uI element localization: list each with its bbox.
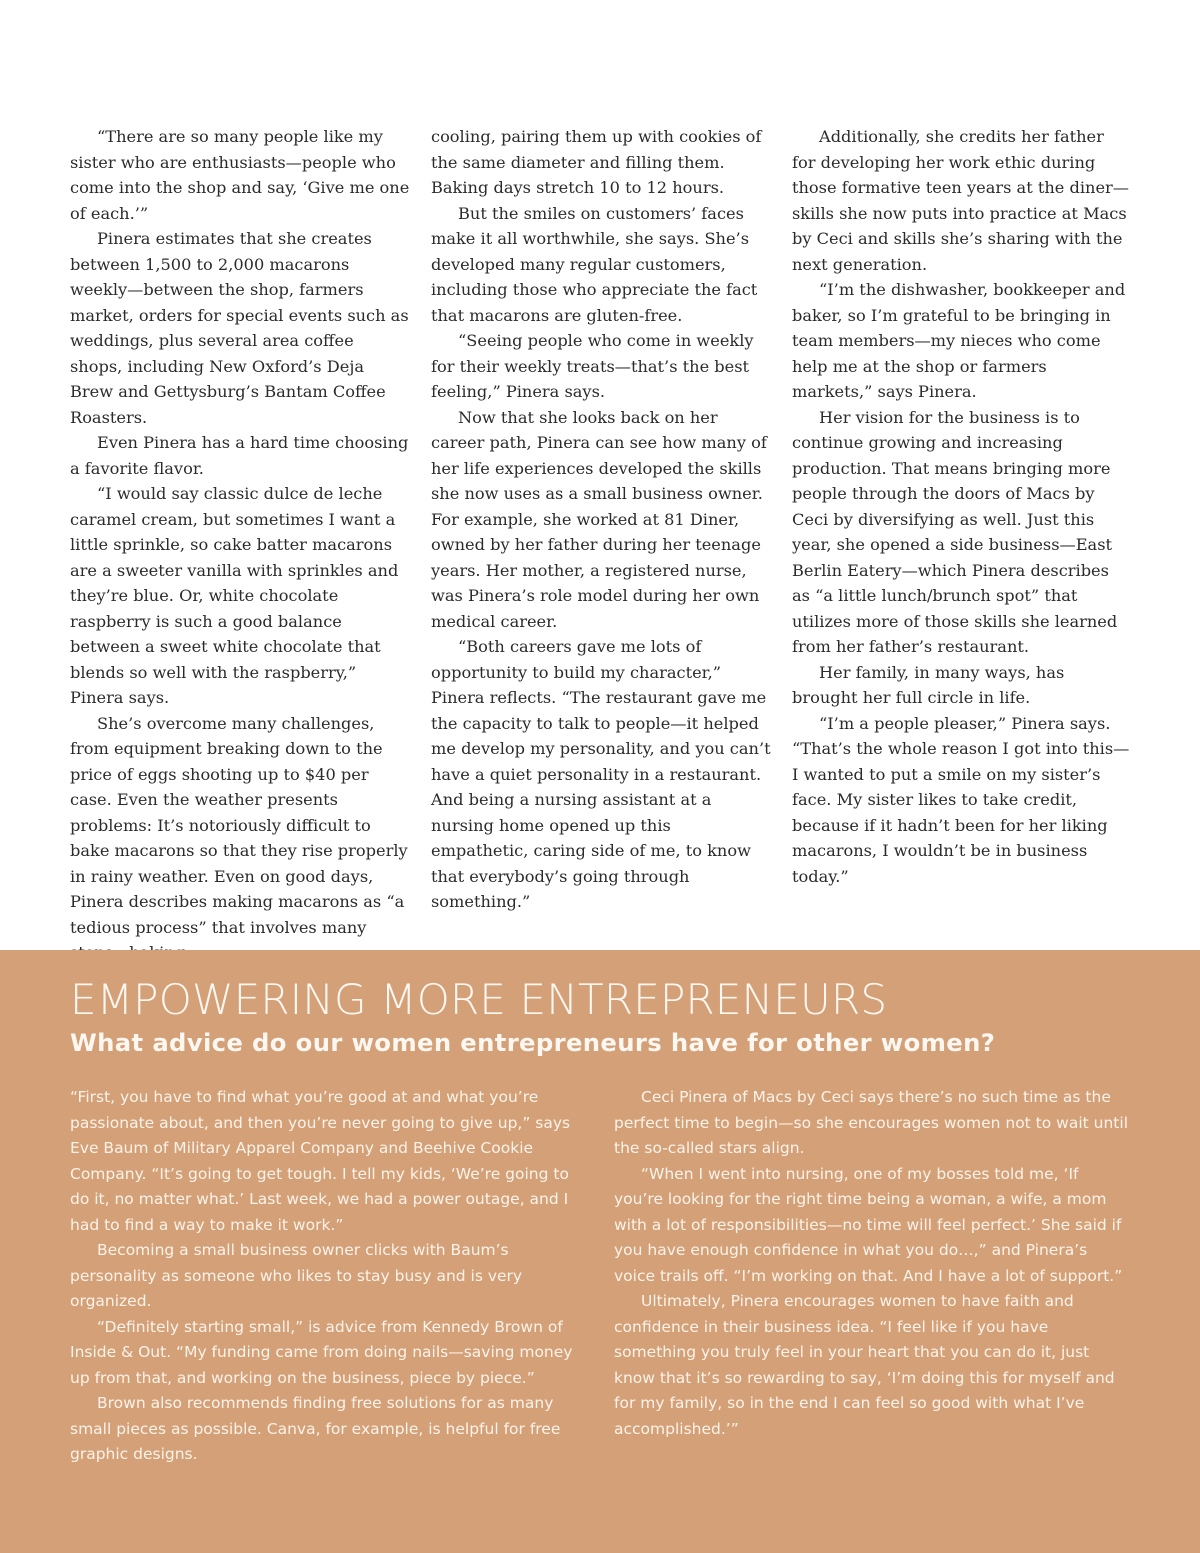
- paragraph: “I’m the dishwasher, bookkeeper and baker, so I’m grateful to be bringing in team members—my nieces who come help me at the shop or farmers markets,” says Pinera.: [792, 280, 1126, 401]
- paragraph: Now that she looks back on her career path, Pinera can see how many of her life experiences developed the skills she now uses as a small business owner. For example, she worked at 81 Diner, owned by her father during her teenage years. Her mother, a registered nurse, was Pinera’s role model during her own medical career.: [431, 407, 767, 631]
- paragraph: “I’m a people pleaser,” Pinera says. “That’s the whole reason I got into this—I wanted to put a smile on my sister’s face. My sister likes to take credit, because if it hadn’t been for her liking macarons, I wouldn’t be in business today.”: [792, 713, 1130, 886]
- panel-column-2: [614, 1085, 1132, 1468]
- paragraph: cooling, pairing them up with cookies of the same diameter and filling them. Baking days stretch 10 to 12 hours.: [431, 127, 762, 197]
- article-column-1: [70, 124, 410, 966]
- paragraph: “First, you have to find what you’re good at and what you’re passionate about, and then you’re never going to give up,” says Eve Baum of Military Apparel Company and Beehive Cookie Company. “It’s going to get tough. I tell my kids, ‘We’re going to do it, no matter what.’ Last week, we had a power outage, and I had to find a way to make it work.”: [70, 1088, 571, 1234]
- paragraph: Ultimately, Pinera encourages women to have faith and confidence in their business idea. “I feel like if you have something you truly feel in your heart that you can do it, just know that it’s so rewarding to say, ‘I’m doing this for myself and for my family, so in the end I can feel so good with what I’ve accomplished.’”: [614, 1292, 1115, 1438]
- paragraph: Becoming a small business owner clicks with Baum’s personality as someone who likes to stay busy and is very organized.: [70, 1241, 523, 1310]
- paragraph: Her vision for the business is to continue growing and increasing production. That means bringing more people through the doors of Macs by Ceci by diversifying as well. Just this year, she opened a side business—East Berlin Eatery—which Pinera describes as “a little lunch/brunch spot” that utilizes more of those skills she learned from her father’s restaurant.: [792, 407, 1118, 656]
- paragraph: Even Pinera has a hard time choosing a favorite flavor.: [70, 433, 409, 478]
- paragraph: But the smiles on customers’ faces make it all worthwhile, she says. She’s developed many regular customers, including those who appreciate the fact that macarons are gluten-free.: [431, 203, 758, 325]
- paragraph: Ceci Pinera of Macs by Ceci says there’s no such time as the perfect time to begin—so she encourages women not to wait until the so-called stars align.: [614, 1088, 1128, 1157]
- paragraph: Brown also recommends finding free solutions for as many small pieces as possible. Canva, for example, is helpful for free graphic designs.: [70, 1394, 561, 1463]
- paragraph: Pinera estimates that she creates between 1,500 to 2,000 macarons weekly—between the shop, farmers market, orders for special events such as weddings, plus several area coffee shops, including New Oxford’s Deja Brew and Gettysburg’s Bantam Coffee Roasters.: [70, 229, 409, 427]
- paragraph: She’s overcome many challenges, from equipment breaking down to the price of eggs shooting up to $40 per case. Even the weather presents problems: It’s notoriously difficult to bake macarons so that they rise properly in rainy weather. Even on good days, Pinera describes making macarons as “a tedious process” that involves many: [70, 713, 408, 937]
- panel-body: [70, 1085, 1132, 1468]
- paragraph: Additionally, she credits her father for developing her work ethic during those formative teen years at the diner—skills she now puts into practice at Macs by Ceci and skills she’s sharing with the next generation.: [792, 127, 1129, 274]
- paragraph: “I would say classic dulce de leche caramel cream, but sometimes I want a little sprinkle, so cake batter macarons are a sweeter vanilla with sprinkles and they’re blue. Or, white chocolate raspberry is such a good balance between a sweet white chocolate that blends so well with the raspberry,” Pinera says.: [70, 484, 399, 707]
- panel-title: EMPOWERING MORE ENTREPRENEURS: [70, 975, 888, 1024]
- article-column-2: [431, 124, 771, 966]
- paragraph: “There are so many people like my sister who are enthusiasts—people who come into the shop and say, ‘Give me one of each.’”: [70, 127, 410, 223]
- paragraph: Her family, in many ways, has brought her full circle in life.: [792, 662, 1065, 707]
- paragraph: “Both careers gave me lots of opportunity to build my character,” Pinera reflects. “The restaurant gave me the capacity to talk to people—it helped me develop my personality, and you can’t have a quiet personality in a restaurant. And being a nursing assistant at a nursing home opened up this empathetic, caring side of me, to know that everybody’s going through something.”: [431, 637, 771, 911]
- paragraph: “Seeing people who come in weekly for their weekly treats—that’s the best feeling,” Pinera says.: [431, 331, 754, 401]
- article-body: [70, 124, 1132, 966]
- paragraph: “Definitely starting small,” is advice from Kennedy Brown of Inside & Out. “My funding came from doing nails—saving money up from that, and working on the business, piece by piece.”: [70, 1317, 573, 1387]
- panel-column-1: [70, 1085, 588, 1468]
- panel-subtitle: What advice do our women entrepreneurs have for other women?: [70, 1028, 996, 1057]
- paragraph: “When I went into nursing, one of my bosses told me, ‘If you’re looking for the right time being a woman, a wife, a mom with a lot of responsibilities—no time will feel perfect.’ She said if you have enough confidence in what you do…,” and Pinera’s voice trails off. “I’m working on that. And I have a lot of support.”: [614, 1164, 1123, 1285]
- article-column-3: [792, 124, 1132, 966]
